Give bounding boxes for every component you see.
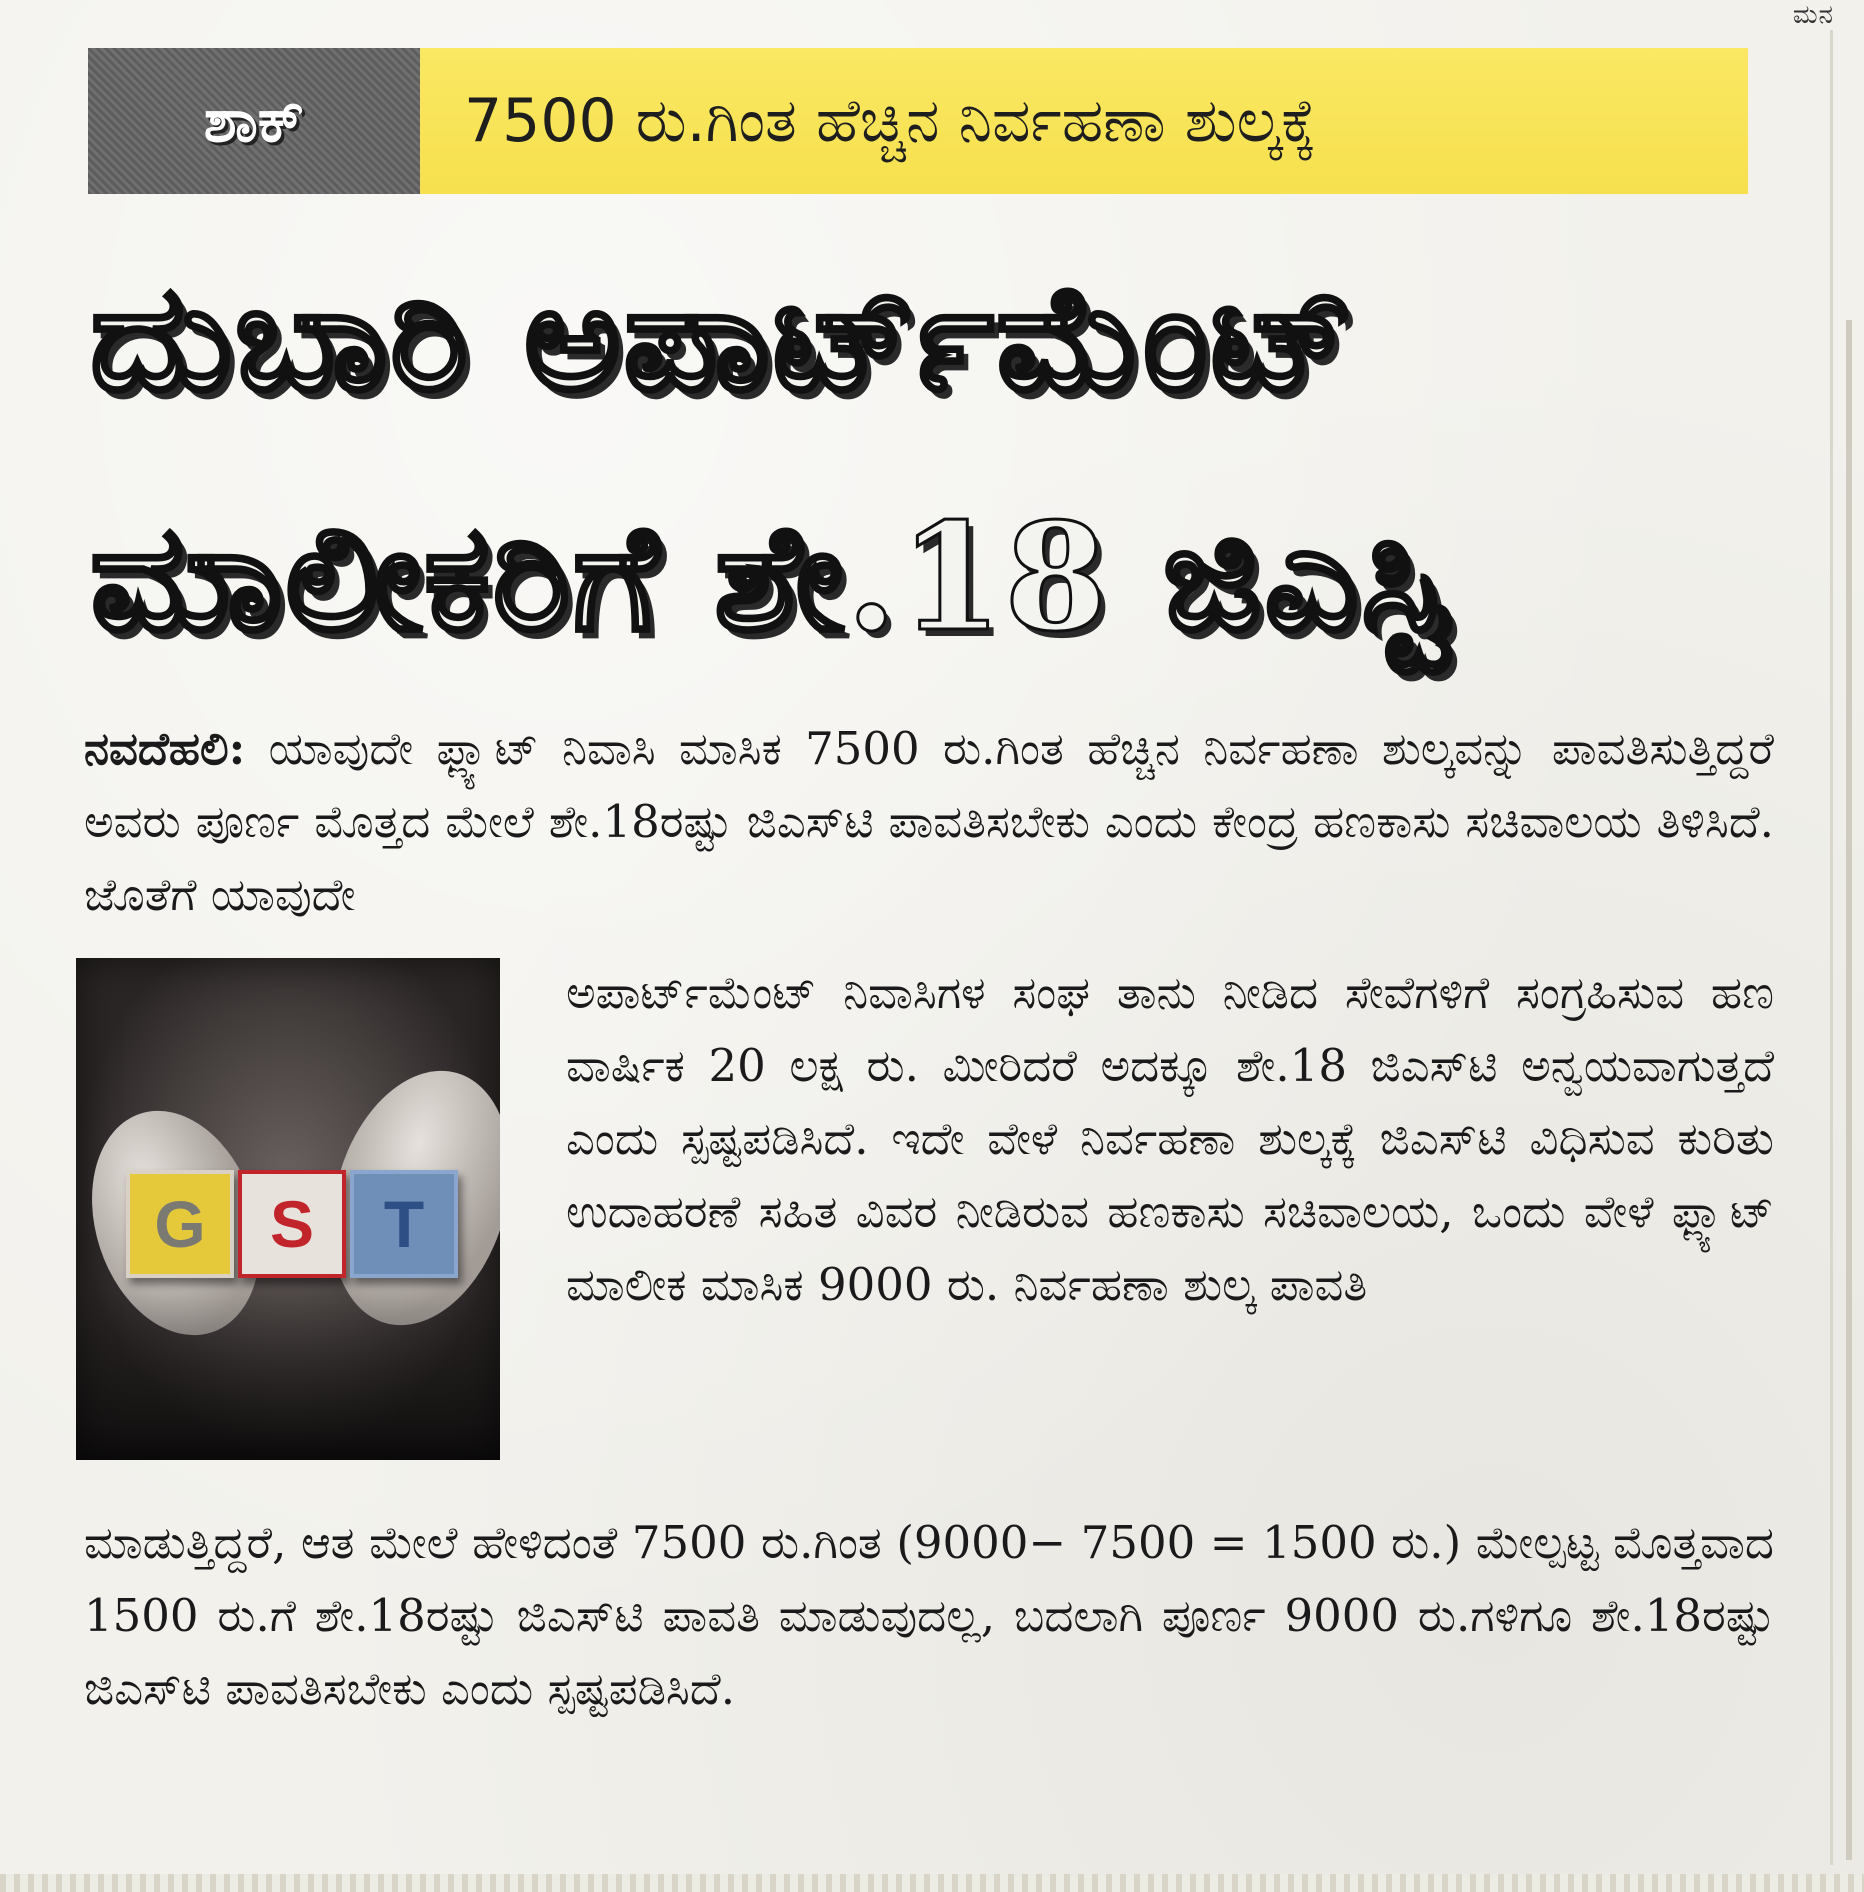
kicker-tag-label: ಶಾಕ್ bbox=[203, 86, 305, 156]
adjacent-column-edge bbox=[1846, 320, 1852, 1860]
kicker-strap bbox=[420, 48, 1748, 194]
letter-block-g: G bbox=[126, 1170, 234, 1278]
kicker-band bbox=[88, 48, 1748, 194]
letter-block-t: T bbox=[350, 1170, 458, 1278]
page-bottom-edge bbox=[0, 1874, 1864, 1892]
headline-line-2: ಮಾಲೀಕರಿಗೆ ಶೇ.18 ಜಿಎಸ್ಟಿ bbox=[90, 490, 1453, 664]
photo-shadow bbox=[76, 1290, 500, 1460]
adjacent-article-fragment: ಮನ bbox=[1792, 0, 1834, 30]
article-text-top: ಯಾವುದೇ ಫ್ಲ್ಯಾಟ್ ನಿವಾಸಿ ಮಾಸಿಕ 7500 ರು.ಗಿಂತ ಹೆಚ್ಚಿನ ನಿರ್ವಹಣಾ ಶುಲ್ಕವನ್ನು ಪಾವತಿಸುತ್ತಿದ್ದರೆ ಅವರು ಪೂರ್ಣ ಮೊತ್ತದ ಮೇಲೆ ಶೇ.18ರಷ್ಟು ಜಿಎಸ್‌ಟಿ ಪಾವತಿಸಬೇಕು ಎಂದು ಕೇಂದ್ರ ಹಣಕಾಸು ಸಚಿವಾಲಯ ತಿಳಿಸಿದೆ. ಜೊತೆಗೆ ಯಾವುದೇ bbox=[84, 722, 1774, 921]
letter-block-s: S bbox=[238, 1170, 346, 1278]
article-paragraph-bottom: ಮಾಡುತ್ತಿದ್ದರೆ, ಆತ ಮೇಲೆ ಹೇಳಿದಂತೆ 7500 ರು.ಗಿಂತ (9000− 7500 = 1500 ರು.) ಮೇಲ್ಪಟ್ಟ ಮೊತ್ತವಾದ 1500 ರು.ಗೆ ಶೇ.18ರಷ್ಟು ಜಿಎಸ್‌ಟಿ ಪಾವತಿ ಮಾಡುವುದಲ್ಲ, ಬದಲಾಗಿ ಪೂರ್ಣ 9000 ರು.ಗಳಿಗೂ ಶೇ.18ರಷ್ಟು ಜಿಎಸ್‌ಟಿ ಪಾವತಿಸಬೇಕು ಎಂದು ಸ್ಪಷ್ಟಪಡಿಸಿದೆ. bbox=[84, 1516, 1774, 1715]
gst-blocks-photo bbox=[76, 958, 500, 1460]
headline-line-1: ದುಬಾರಿ ಅಪಾರ್ಟ್‌ಮೆಂಟ್ bbox=[90, 250, 1357, 424]
kicker-strap-text: 7500 ರು.ಗಿಂತ ಹೆಚ್ಚಿನ ನಿರ್ವಹಣಾ ಶುಲ್ಕಕ್ಕೆ bbox=[464, 86, 1317, 156]
article-paragraph-beside-photo: ಅಪಾರ್ಟ್‌ಮೆಂಟ್ ನಿವಾಸಿಗಳ ಸಂಘ ತಾನು ನೀಡಿದ ಸೇವೆಗಳಿಗೆ ಸಂಗ್ರಹಿಸುವ ಹಣ ವಾರ್ಷಿಕ 20 ಲಕ್ಷ ರು. ಮೀರಿದರೆ ಅದಕ್ಕೂ ಶೇ.18 ಜಿಎಸ್‌ಟಿ ಅನ್ವಯವಾಗುತ್ತದೆ ಎಂದು ಸ್ಪಷ್ಟಪಡಿಸಿದೆ. ಇದೇ ವೇಳೆ ನಿರ್ವಹಣಾ ಶುಲ್ಕಕ್ಕೆ ಜಿಎಸ್‌ಟಿ ವಿಧಿಸುವ ಕುರಿತು ಉದಾಹರಣೆ ಸಹಿತ ವಿವರ ನೀಡಿರುವ ಹಣಕಾಸು ಸಚಿವಾಲಯ, ಒಂದು ವೇಳೆ ಫ್ಲ್ಯಾಟ್ ಮಾಲೀಕ ಮಾಸಿಕ 9000 ರು. ನಿರ್ವಹಣಾ ಶುಲ್ಕ ಪಾವತಿ bbox=[566, 966, 1774, 1311]
kicker-tag bbox=[88, 48, 420, 194]
article-paragraph-top bbox=[84, 712, 1774, 931]
dateline: ನವದೆಹಲಿ: bbox=[84, 722, 246, 775]
